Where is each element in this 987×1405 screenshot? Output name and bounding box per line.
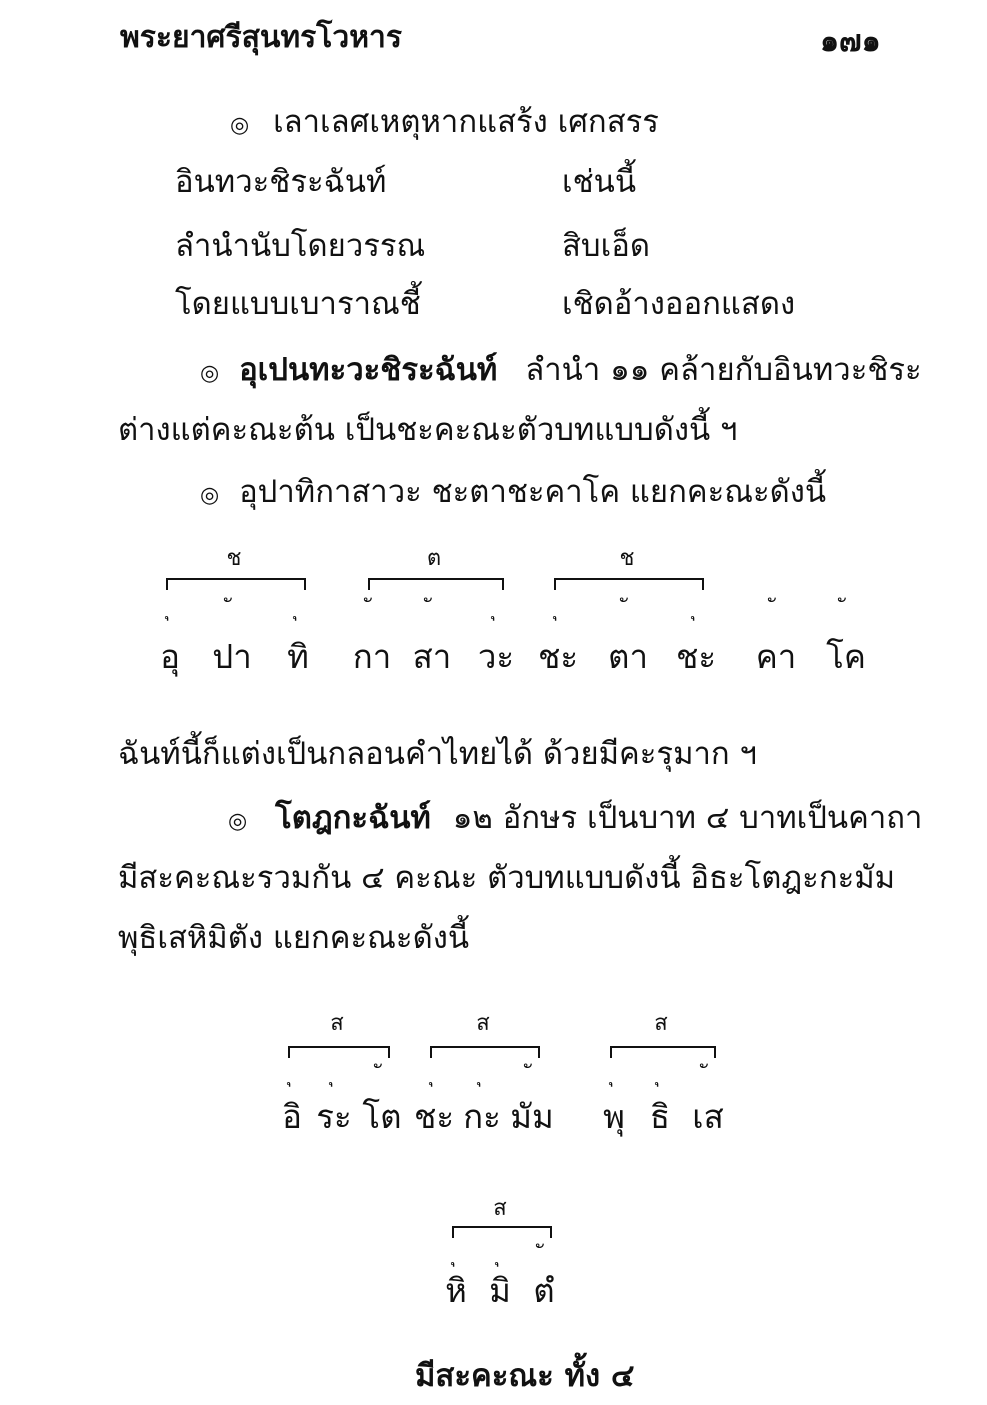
section-marker-icon: ◎ — [228, 809, 248, 834]
ex2-syllable: มัม — [510, 1097, 554, 1136]
ex2-group-bracket — [288, 1046, 390, 1058]
ex1-group-bracket — [166, 578, 306, 590]
running-header-title: พระยาศรีสุนทรโวหาร — [120, 20, 402, 55]
para2-line-1 — [228, 792, 922, 842]
ex1-syllable: ตา — [608, 637, 648, 676]
ex2-syllable: ชะ — [413, 1097, 455, 1136]
ex1-syllable: อุ — [160, 637, 180, 676]
ex1-syllable: คา — [755, 637, 797, 676]
ex1-group-label: ต — [426, 546, 442, 571]
ex1-syllable: วะ — [477, 637, 515, 676]
para1-line-1 — [200, 344, 922, 394]
ex2-group-label: ส — [476, 1011, 490, 1036]
ex1-syllable: สา — [412, 637, 452, 676]
section-marker-icon: ◎ — [200, 483, 220, 508]
para1-text: ลำนำ ๑๑ คล้ายกับอินทวะชิระ — [525, 352, 922, 388]
ex1-syllable: กา — [352, 637, 392, 676]
verse-row-2-right: สิบเอ็ด — [562, 228, 650, 264]
ex2-syllable: ระ — [316, 1097, 352, 1136]
ex2-syllable: เส — [692, 1097, 724, 1136]
section-marker-icon: ◎ — [230, 113, 250, 138]
ex3-syllable: ตํ — [533, 1271, 555, 1310]
ex1-group-bracket — [554, 578, 704, 590]
ex2-group-label: ส — [330, 1011, 344, 1036]
ex2-group-bracket — [610, 1046, 716, 1058]
example1-text: อุปาทิกาสาวะ ชะตาชะคาโค แยกคะณะดังนี้ — [239, 474, 827, 510]
verse-row-1-left: อินทวะชิระฉันท์ — [175, 164, 387, 200]
para2-line-3: พุธิเสหิมิตัง แยกคะณะดังนี้ — [118, 920, 470, 956]
para2-text: ๑๒ อักษร เป็นบาท ๔ บาทเป็นคาถา — [452, 800, 923, 836]
verse-line-1 — [230, 96, 659, 146]
ex3-syllable: มิ — [489, 1271, 511, 1310]
ex1-syllable: ชะ — [537, 637, 579, 676]
footer-caption: มีสะคะณะ ทั้ง ๔ — [415, 1358, 635, 1394]
ex2-group-bracket — [430, 1046, 540, 1058]
ex1-group-label: ช — [226, 546, 242, 571]
verse-row-1-right: เช่นนี้ — [562, 164, 637, 200]
ex1-syllable: ปา — [212, 637, 252, 676]
ex1-syllable: ชะ — [675, 637, 717, 676]
ex2-syllable: พุ — [603, 1097, 625, 1136]
para2-title: โตฎกะฉันท์ — [275, 800, 431, 836]
ex3-syllable: หิ — [445, 1271, 467, 1310]
para1-line-2: ต่างแต่คะณะต้น เป็นชะคะณะตัวบทแบบดังนี้ ฯ — [118, 412, 738, 448]
verse-line-1-text: เลาเลศเหตุหากแสร้ง เศกสรร — [273, 104, 659, 140]
section-marker-icon: ◎ — [200, 361, 220, 386]
ex1-syllable: โค — [826, 637, 866, 676]
ex2-syllable: กะ — [463, 1097, 501, 1136]
verse-row-2-left: ลำนำนับโดยวรรณ — [175, 228, 426, 264]
example1-line — [200, 466, 826, 516]
ex2-syllable: ธิ — [649, 1097, 671, 1136]
ex3-group-label: ส — [493, 1196, 507, 1221]
verse-row-3-right: เชิดอ้างออกแสดง — [562, 286, 796, 322]
ex1-group-bracket — [368, 578, 504, 590]
page-number: ๑๗๑ — [820, 24, 881, 59]
ex2-group-label: ส — [654, 1011, 668, 1036]
ex2-syllable: โต — [362, 1097, 402, 1136]
para1-title: อุเปนทะวะชิระฉันท์ — [239, 352, 498, 388]
para2-line-2: มีสะคะณะรวมกัน ๔ คะณะ ตัวบทแบบดังนี้ อิธะโตฎะกะมัม — [118, 860, 896, 896]
verse-row-3-left: โดยแบบเบาราณชี้ — [175, 286, 421, 322]
ex1-group-label: ช — [619, 546, 635, 571]
ex3-group-bracket — [452, 1226, 552, 1238]
ex1-syllable: ทิ — [287, 637, 309, 676]
ex2-syllable: อิ — [282, 1097, 302, 1136]
note-1: ฉันท์นี้ก็แต่งเป็นกลอนคำไทยได้ ด้วยมีคะรุมาก ฯ — [118, 736, 757, 772]
